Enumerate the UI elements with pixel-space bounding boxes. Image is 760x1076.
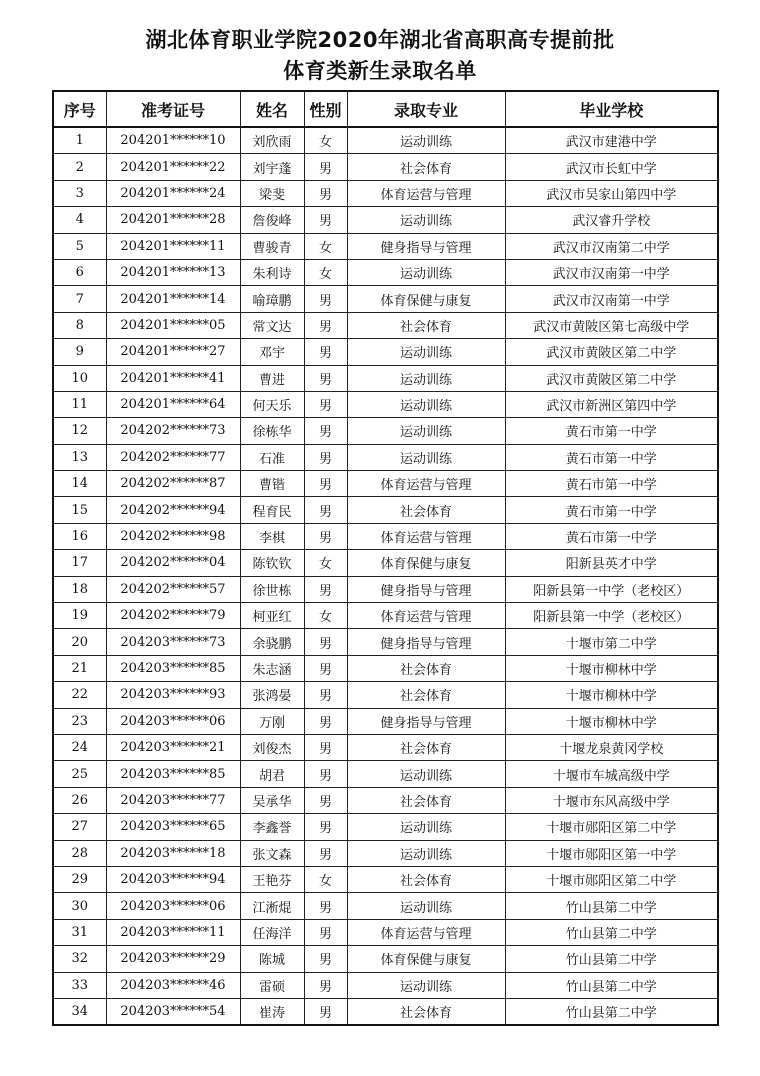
- table-row: [53, 444, 718, 470]
- cell-school: 武汉市黄陂区第二中学: [505, 339, 718, 365]
- cell-index: 34: [53, 998, 106, 1025]
- cell-name: 万刚: [240, 708, 304, 734]
- table-row: [53, 603, 718, 629]
- cell-gender: 男: [304, 576, 347, 602]
- cell-exam-number: 204203******06: [106, 893, 240, 919]
- cell-exam-number: 204201******14: [106, 286, 240, 312]
- cell-index: 4: [53, 207, 106, 233]
- cell-index: 26: [53, 787, 106, 813]
- cell-major: 社会体育: [347, 497, 505, 523]
- cell-name: 徐世栋: [240, 576, 304, 602]
- cell-major: 运动训练: [347, 127, 505, 154]
- cell-exam-number: 204201******28: [106, 207, 240, 233]
- cell-school: 十堰市郧阳区第一中学: [505, 840, 718, 866]
- column-header-exam-number: 准考证号: [106, 91, 240, 127]
- table-row: [53, 418, 718, 444]
- cell-gender: 男: [304, 339, 347, 365]
- cell-index: 6: [53, 259, 106, 285]
- cell-gender: 男: [304, 972, 347, 998]
- cell-gender: 男: [304, 444, 347, 470]
- cell-name: 张鸿晏: [240, 682, 304, 708]
- cell-name: 徐栋华: [240, 418, 304, 444]
- cell-school: 十堰龙泉黄冈学校: [505, 734, 718, 760]
- cell-index: 17: [53, 550, 106, 576]
- table-row: [53, 154, 718, 180]
- cell-index: 10: [53, 365, 106, 391]
- cell-name: 常文达: [240, 312, 304, 338]
- cell-index: 25: [53, 761, 106, 787]
- cell-name: 刘欣雨: [240, 127, 304, 154]
- cell-exam-number: 204201******22: [106, 154, 240, 180]
- cell-name: 朱志涵: [240, 655, 304, 681]
- cell-exam-number: 204201******05: [106, 312, 240, 338]
- cell-gender: 男: [304, 787, 347, 813]
- cell-name: 詹俊峰: [240, 207, 304, 233]
- cell-gender: 男: [304, 998, 347, 1025]
- cell-exam-number: 204202******87: [106, 471, 240, 497]
- cell-major: 社会体育: [347, 734, 505, 760]
- cell-school: 黄石市第一中学: [505, 497, 718, 523]
- cell-major: 体育运营与管理: [347, 523, 505, 549]
- cell-gender: 男: [304, 893, 347, 919]
- cell-exam-number: 204201******11: [106, 233, 240, 259]
- cell-gender: 女: [304, 259, 347, 285]
- cell-major: 运动训练: [347, 418, 505, 444]
- cell-school: 武汉睿升学校: [505, 207, 718, 233]
- cell-exam-number: 204201******13: [106, 259, 240, 285]
- column-header-school: 毕业学校: [505, 91, 718, 127]
- cell-school: 阳新县英才中学: [505, 550, 718, 576]
- cell-gender: 男: [304, 365, 347, 391]
- cell-exam-number: 204201******24: [106, 180, 240, 206]
- table-row: [53, 946, 718, 972]
- cell-name: 刘宇蓬: [240, 154, 304, 180]
- cell-gender: 男: [304, 840, 347, 866]
- cell-gender: 男: [304, 682, 347, 708]
- cell-exam-number: 204203******77: [106, 787, 240, 813]
- table-row: [53, 708, 718, 734]
- cell-school: 黄石市第一中学: [505, 418, 718, 444]
- cell-gender: 女: [304, 233, 347, 259]
- cell-exam-number: 204203******46: [106, 972, 240, 998]
- cell-index: 12: [53, 418, 106, 444]
- table-row: [53, 259, 718, 285]
- table-row: [53, 682, 718, 708]
- table-row: [53, 523, 718, 549]
- cell-school: 武汉市新洲区第四中学: [505, 391, 718, 417]
- table-row: [53, 365, 718, 391]
- table-row: [53, 312, 718, 338]
- cell-major: 社会体育: [347, 312, 505, 338]
- table-row: [53, 787, 718, 813]
- cell-name: 江淅焜: [240, 893, 304, 919]
- table-row: [53, 576, 718, 602]
- table-row: [53, 391, 718, 417]
- cell-gender: 男: [304, 708, 347, 734]
- cell-gender: 男: [304, 814, 347, 840]
- table-row: [53, 893, 718, 919]
- cell-index: 19: [53, 603, 106, 629]
- cell-name: 曹锴: [240, 471, 304, 497]
- cell-gender: 男: [304, 946, 347, 972]
- cell-major: 社会体育: [347, 154, 505, 180]
- cell-name: 李鑫誉: [240, 814, 304, 840]
- cell-exam-number: 204203******93: [106, 682, 240, 708]
- admission-table: [52, 90, 719, 1026]
- cell-exam-number: 204202******57: [106, 576, 240, 602]
- cell-index: 21: [53, 655, 106, 681]
- cell-major: 健身指导与管理: [347, 629, 505, 655]
- cell-gender: 男: [304, 655, 347, 681]
- cell-index: 29: [53, 866, 106, 892]
- document-subtitle: 体育类新生录取名单: [283, 59, 477, 83]
- cell-gender: 男: [304, 919, 347, 945]
- cell-exam-number: 204202******73: [106, 418, 240, 444]
- cell-exam-number: 204203******85: [106, 761, 240, 787]
- table-row: [53, 761, 718, 787]
- cell-name: 程育民: [240, 497, 304, 523]
- cell-name: 余骁鹏: [240, 629, 304, 655]
- cell-school: 黄石市第一中学: [505, 523, 718, 549]
- cell-index: 14: [53, 471, 106, 497]
- table-row: [53, 734, 718, 760]
- cell-index: 23: [53, 708, 106, 734]
- table-row: [53, 550, 718, 576]
- cell-major: 运动训练: [347, 207, 505, 233]
- cell-major: 体育运营与管理: [347, 919, 505, 945]
- cell-gender: 男: [304, 471, 347, 497]
- cell-major: 运动训练: [347, 840, 505, 866]
- cell-exam-number: 204203******11: [106, 919, 240, 945]
- cell-index: 27: [53, 814, 106, 840]
- cell-exam-number: 204201******64: [106, 391, 240, 417]
- cell-exam-number: 204201******41: [106, 365, 240, 391]
- cell-major: 体育保健与康复: [347, 286, 505, 312]
- cell-school: 武汉市汉南第一中学: [505, 259, 718, 285]
- cell-school: 黄石市第一中学: [505, 471, 718, 497]
- cell-exam-number: 204202******94: [106, 497, 240, 523]
- cell-major: 健身指导与管理: [347, 576, 505, 602]
- cell-major: 健身指导与管理: [347, 708, 505, 734]
- cell-index: 20: [53, 629, 106, 655]
- cell-school: 竹山县第二中学: [505, 946, 718, 972]
- cell-name: 李棋: [240, 523, 304, 549]
- cell-index: 22: [53, 682, 106, 708]
- cell-name: 陈城: [240, 946, 304, 972]
- cell-index: 5: [53, 233, 106, 259]
- table-body: [53, 127, 718, 1025]
- cell-index: 33: [53, 972, 106, 998]
- cell-exam-number: 204203******94: [106, 866, 240, 892]
- cell-name: 陈钦钦: [240, 550, 304, 576]
- cell-exam-number: 204202******79: [106, 603, 240, 629]
- cell-index: 32: [53, 946, 106, 972]
- cell-exam-number: 204201******10: [106, 127, 240, 154]
- cell-gender: 男: [304, 312, 347, 338]
- cell-index: 15: [53, 497, 106, 523]
- table-header-row: [53, 91, 718, 127]
- cell-gender: 男: [304, 180, 347, 206]
- cell-school: 十堰市柳林中学: [505, 708, 718, 734]
- cell-major: 社会体育: [347, 998, 505, 1025]
- table-row: [53, 972, 718, 998]
- cell-exam-number: 204203******65: [106, 814, 240, 840]
- cell-school: 竹山县第二中学: [505, 972, 718, 998]
- cell-exam-number: 204203******18: [106, 840, 240, 866]
- cell-name: 张文森: [240, 840, 304, 866]
- cell-school: 十堰市郧阳区第二中学: [505, 866, 718, 892]
- cell-gender: 男: [304, 286, 347, 312]
- column-header-gender: 性别: [304, 91, 347, 127]
- cell-major: 运动训练: [347, 365, 505, 391]
- cell-school: 竹山县第二中学: [505, 998, 718, 1025]
- table-row: [53, 233, 718, 259]
- cell-school: 十堰市东风高级中学: [505, 787, 718, 813]
- cell-school: 武汉市汉南第二中学: [505, 233, 718, 259]
- cell-school: 十堰市柳林中学: [505, 655, 718, 681]
- cell-exam-number: 204203******06: [106, 708, 240, 734]
- cell-gender: 男: [304, 418, 347, 444]
- cell-gender: 男: [304, 761, 347, 787]
- cell-major: 体育运营与管理: [347, 180, 505, 206]
- cell-school: 武汉市吴家山第四中学: [505, 180, 718, 206]
- cell-name: 胡君: [240, 761, 304, 787]
- cell-name: 朱利诗: [240, 259, 304, 285]
- cell-major: 运动训练: [347, 814, 505, 840]
- cell-name: 何天乐: [240, 391, 304, 417]
- column-header-major: 录取专业: [347, 91, 505, 127]
- cell-major: 运动训练: [347, 259, 505, 285]
- cell-gender: 男: [304, 497, 347, 523]
- table-row: [53, 471, 718, 497]
- cell-school: 竹山县第二中学: [505, 919, 718, 945]
- cell-index: 7: [53, 286, 106, 312]
- cell-exam-number: 204202******77: [106, 444, 240, 470]
- cell-name: 邓宇: [240, 339, 304, 365]
- column-header-index: 序号: [53, 91, 106, 127]
- cell-major: 运动训练: [347, 339, 505, 365]
- table-row: [53, 866, 718, 892]
- cell-index: 24: [53, 734, 106, 760]
- cell-name: 雷硕: [240, 972, 304, 998]
- cell-gender: 男: [304, 207, 347, 233]
- cell-school: 武汉市汉南第一中学: [505, 286, 718, 312]
- cell-index: 16: [53, 523, 106, 549]
- table-row: [53, 655, 718, 681]
- cell-exam-number: 204203******54: [106, 998, 240, 1025]
- cell-index: 1: [53, 127, 106, 154]
- table-row: [53, 919, 718, 945]
- cell-exam-number: 204202******04: [106, 550, 240, 576]
- cell-exam-number: 204201******27: [106, 339, 240, 365]
- cell-index: 13: [53, 444, 106, 470]
- cell-exam-number: 204202******98: [106, 523, 240, 549]
- cell-index: 28: [53, 840, 106, 866]
- cell-index: 30: [53, 893, 106, 919]
- cell-gender: 男: [304, 154, 347, 180]
- cell-school: 黄石市第一中学: [505, 444, 718, 470]
- cell-index: 18: [53, 576, 106, 602]
- cell-school: 十堰市郧阳区第二中学: [505, 814, 718, 840]
- cell-name: 梁斐: [240, 180, 304, 206]
- cell-major: 体育运营与管理: [347, 471, 505, 497]
- cell-name: 曹骏青: [240, 233, 304, 259]
- cell-school: 武汉市建港中学: [505, 127, 718, 154]
- cell-school: 十堰市第二中学: [505, 629, 718, 655]
- cell-major: 社会体育: [347, 787, 505, 813]
- cell-name: 任海洋: [240, 919, 304, 945]
- cell-name: 石准: [240, 444, 304, 470]
- cell-major: 运动训练: [347, 972, 505, 998]
- cell-name: 吴承华: [240, 787, 304, 813]
- cell-school: 武汉市黄陂区第二中学: [505, 365, 718, 391]
- cell-gender: 女: [304, 550, 347, 576]
- cell-school: 十堰市柳林中学: [505, 682, 718, 708]
- cell-major: 体育保健与康复: [347, 946, 505, 972]
- cell-gender: 女: [304, 603, 347, 629]
- cell-name: 曹进: [240, 365, 304, 391]
- cell-school: 武汉市长虹中学: [505, 154, 718, 180]
- cell-school: 十堰市车城高级中学: [505, 761, 718, 787]
- cell-index: 31: [53, 919, 106, 945]
- table-row: [53, 497, 718, 523]
- table-row: [53, 998, 718, 1025]
- table-row: [53, 629, 718, 655]
- cell-gender: 男: [304, 523, 347, 549]
- cell-name: 王艳芬: [240, 866, 304, 892]
- cell-name: 刘俊杰: [240, 734, 304, 760]
- cell-gender: 男: [304, 391, 347, 417]
- cell-school: 武汉市黄陂区第七高级中学: [505, 312, 718, 338]
- cell-major: 运动训练: [347, 761, 505, 787]
- cell-major: 运动训练: [347, 893, 505, 919]
- document-title: 湖北体育职业学院2020年湖北省高职高专提前批: [145, 28, 615, 52]
- table-row: [53, 814, 718, 840]
- column-header-name: 姓名: [240, 91, 304, 127]
- cell-index: 2: [53, 154, 106, 180]
- table-row: [53, 180, 718, 206]
- cell-gender: 男: [304, 734, 347, 760]
- cell-major: 运动训练: [347, 391, 505, 417]
- cell-major: 健身指导与管理: [347, 233, 505, 259]
- cell-exam-number: 204203******21: [106, 734, 240, 760]
- cell-index: 3: [53, 180, 106, 206]
- table-row: [53, 207, 718, 233]
- cell-major: 社会体育: [347, 655, 505, 681]
- cell-major: 体育运营与管理: [347, 603, 505, 629]
- table-row: [53, 286, 718, 312]
- cell-school: 阳新县第一中学（老校区）: [505, 603, 718, 629]
- cell-index: 8: [53, 312, 106, 338]
- cell-name: 喻璋鹏: [240, 286, 304, 312]
- cell-exam-number: 204203******85: [106, 655, 240, 681]
- cell-index: 9: [53, 339, 106, 365]
- cell-index: 11: [53, 391, 106, 417]
- cell-exam-number: 204203******29: [106, 946, 240, 972]
- cell-major: 运动训练: [347, 444, 505, 470]
- cell-exam-number: 204203******73: [106, 629, 240, 655]
- table-row: [53, 339, 718, 365]
- cell-major: 体育保健与康复: [347, 550, 505, 576]
- cell-gender: 女: [304, 127, 347, 154]
- cell-name: 柯亚红: [240, 603, 304, 629]
- cell-school: 竹山县第二中学: [505, 893, 718, 919]
- cell-gender: 男: [304, 629, 347, 655]
- cell-school: 阳新县第一中学（老校区）: [505, 576, 718, 602]
- cell-major: 社会体育: [347, 866, 505, 892]
- cell-major: 社会体育: [347, 682, 505, 708]
- table-row: [53, 127, 718, 154]
- cell-name: 崔涛: [240, 998, 304, 1025]
- table-row: [53, 840, 718, 866]
- cell-gender: 女: [304, 866, 347, 892]
